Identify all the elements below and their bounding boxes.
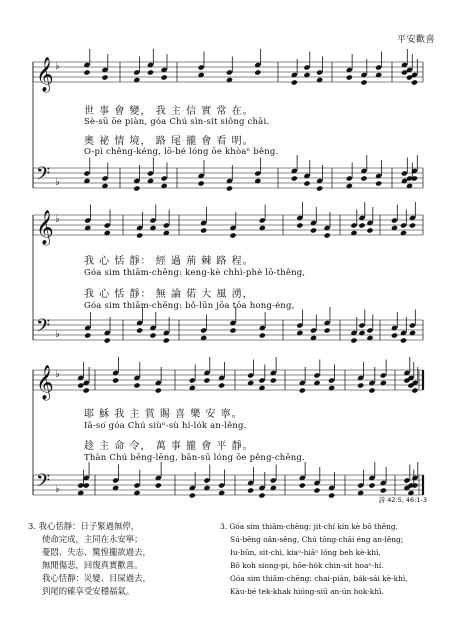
note-head xyxy=(133,185,140,191)
key-signature-flat: ♭ xyxy=(55,177,60,188)
page-header-title: 平安歡喜 xyxy=(396,35,435,45)
verse-line: Kàu-bé tek-khak hióng-siū an-ún hok-khì. xyxy=(230,587,384,596)
key-signature-flat: ♭ xyxy=(55,369,60,380)
verse-line: 3. Góa sim thiām-chēng: jit-chí kín kè bô thêng, xyxy=(220,522,398,531)
note-head xyxy=(375,180,382,186)
note-head xyxy=(101,74,108,80)
lyric-line: 耶 穌 我 主 賞 賜 喜 樂 安 寧。 xyxy=(84,409,243,420)
note-head xyxy=(258,492,265,498)
lyric-line: Góa sim thiām-chēng: keng-kè chhì-phè lō-thêng, xyxy=(84,268,306,278)
note-head xyxy=(313,487,320,493)
note-head xyxy=(299,482,306,488)
key-signature-flat: ♭ xyxy=(55,214,60,225)
note-head xyxy=(310,227,317,233)
note-head xyxy=(358,222,365,228)
verse-line: 到尾的確享受安穩福氣。 xyxy=(42,586,135,596)
note-head xyxy=(77,382,84,388)
key-signature-flat: ♭ xyxy=(55,61,60,72)
clef: 𝄢 xyxy=(36,316,51,341)
note-head xyxy=(226,185,233,191)
verse3-romanized xyxy=(220,520,442,598)
note-head xyxy=(155,387,162,393)
lyric-line: Thàn Chú bēng-lēng, bān-sū lóng ōe pêng-chēng. xyxy=(84,453,305,463)
note-head xyxy=(136,232,143,238)
key-signature-flat: ♭ xyxy=(55,329,60,340)
note-head xyxy=(229,232,236,238)
clef: 𝄢 xyxy=(36,164,51,189)
note-head xyxy=(299,387,306,393)
note-head xyxy=(198,180,205,186)
note-head xyxy=(366,227,373,233)
lyric-line: 奧 祕 情 境， 路 尾 攏 會 看 明。 xyxy=(84,136,254,147)
note-head xyxy=(229,327,236,333)
note-head xyxy=(147,69,154,75)
note-head xyxy=(84,332,91,338)
verse-line: Iu-būn, sit-chì, kiaⁿ-hiâⁿ lóng beh kè-khì, xyxy=(230,548,381,557)
lyric-line: 趁 主 命 令， 萬 事 攏 會 平 靜。 xyxy=(84,441,254,452)
note-head xyxy=(296,222,303,228)
note-head xyxy=(357,382,364,388)
note-head xyxy=(112,377,119,383)
note-head xyxy=(203,377,210,383)
scripture-reference: 詩 42:5, 46:1-3 xyxy=(378,496,427,504)
note-head xyxy=(380,487,387,493)
lyric-line: 我 心 恬 靜： 無 論 偌 大 風 湧， xyxy=(84,289,254,300)
note-head xyxy=(360,175,367,181)
lyric-line: Iâ-so͘ góa Chú siùⁿ-sù hí-lo̍k an-lêng. xyxy=(84,421,247,431)
verse-line: 無閒傷悲，回復真實歡喜。 xyxy=(42,560,143,570)
verse-line: 我心恬靜：災變、目屎過去， xyxy=(42,573,151,583)
note-head xyxy=(247,487,254,493)
note-head xyxy=(218,382,225,388)
note-head xyxy=(316,185,323,191)
note-head xyxy=(83,69,90,75)
verse-line: Bô koh siong-pi, hôe-ho̍k chin-sit hoaⁿ-hí. xyxy=(230,561,384,570)
note-head xyxy=(200,227,207,233)
key-signature-flat: ♭ xyxy=(55,484,60,495)
note-head xyxy=(368,387,375,393)
lyric-line: 我 心 恬 靜： 經 過 荊 棘 路 程。 xyxy=(84,256,254,267)
note-head xyxy=(133,382,140,388)
note-head xyxy=(411,79,418,85)
note-head xyxy=(270,377,277,383)
lyric-line: Góa sim thiām-chēng: bô-lūn jōa tōa hong-éng, xyxy=(84,301,295,311)
note-head xyxy=(324,327,331,333)
verse-line: Góa sim thiām-chēng: chai-piàn, ba̍k-sái kè-khì, xyxy=(230,574,408,583)
note-head xyxy=(346,74,353,80)
note-head xyxy=(149,332,156,338)
verse-line: Sú-bēng oân-sêng, Chú tông-chāi éng an-lêng; xyxy=(230,535,404,544)
note-head xyxy=(291,79,298,85)
note-head xyxy=(161,74,168,80)
note-head xyxy=(409,222,416,228)
note-head xyxy=(83,387,90,393)
note-head xyxy=(400,337,407,343)
verse-line: 使命完成，主同在永安寧； xyxy=(42,534,143,544)
note-head xyxy=(104,337,111,343)
note-head xyxy=(350,337,357,343)
note-head xyxy=(391,332,398,338)
note-head xyxy=(303,180,310,186)
lyric-line: O-pì chêng-kéng, lō-bé lóng ōe khòaⁿ bêng. xyxy=(84,147,279,157)
note-head xyxy=(155,482,162,488)
clef: 𝄢 xyxy=(36,471,51,496)
note-head xyxy=(291,175,298,181)
note-head xyxy=(189,492,196,498)
lyric-line: 世 事 會 變， 我 主 信 實 常 在。 xyxy=(84,106,254,117)
verse-line: 3. 我心恬靜：日子緊過無停， xyxy=(28,521,140,531)
note-head xyxy=(163,337,170,343)
note-head xyxy=(411,387,418,393)
lyric-line: Sè-sū ōe piàn, góa Chú sìn-sit siông chāi. xyxy=(84,117,270,127)
note-head xyxy=(324,232,331,238)
clef: 𝄞 xyxy=(36,365,54,400)
note-head xyxy=(259,332,266,338)
note-head xyxy=(328,492,335,498)
note-head xyxy=(254,69,261,75)
note-head xyxy=(360,79,367,85)
verse3-chinese xyxy=(28,520,220,598)
note-head xyxy=(136,327,143,333)
verse-line: 憂悶、失志、驚惶攏欲過去， xyxy=(42,547,151,557)
clef: 𝄞 xyxy=(36,57,54,92)
note-head xyxy=(368,482,375,488)
clef: 𝄞 xyxy=(36,210,54,245)
